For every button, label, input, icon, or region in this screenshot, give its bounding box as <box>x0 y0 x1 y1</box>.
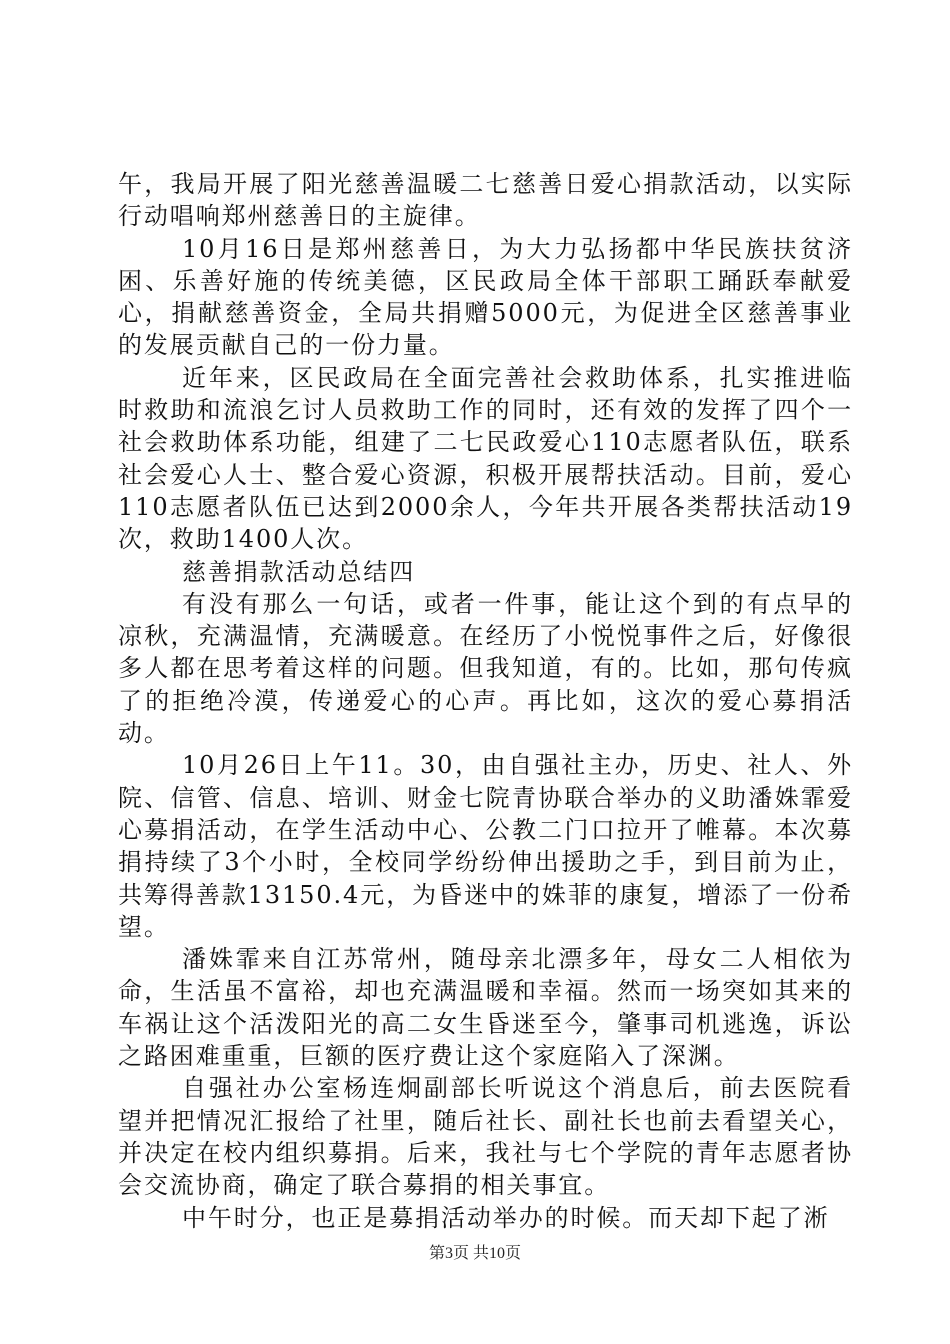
paragraph-5: 有没有那么一句话，或者一件事，能让这个到的有点早的凉秋，充满温情，充满暖意。在经历了小悦悦事件之后，好像很多人都在思考着这样的问题。但我知道，有的。比如，那句传疯了的拒绝冷漠，传递爱心的心声。再比如，这次的爱心募捐活动。 <box>118 589 853 748</box>
paragraph-7: 潘姝霏来自江苏常州，随母亲北漂多年，母女二人相依为命，生活虽不富裕，却也充满温暖和幸福。然而一场突如其来的车祸让这个活泼阳光的高二女生昏迷至今，肇事司机逃逸，诉讼之路困难重重，巨额的医疗费让这个家庭陷入了深渊。 <box>118 945 853 1071</box>
paragraph-8: 自强社办公室杨连炯副部长听说这个消息后，前去医院看望并把情况汇报给了社里，随后社长、副社长也前去看望关心，并决定在校内组织募捐。后来，我社与七个学院的青年志愿者协会交流协商，确定了联合募捐的相关事宜。 <box>118 1074 853 1200</box>
paragraph-1: 午，我局开展了阳光慈善温暖二七慈善日爱心捐款活动，以实际行动唱响郑州慈善日的主旋律。 <box>118 170 853 231</box>
paragraph-2: 10月16日是郑州慈善日，为大力弘扬都中华民族扶贫济困、乐善好施的传统美德，区民政局全体干部职工踊跃奉献爱心，捐献慈善资金，全局共捐赠5000元，为促进全区慈善事业的发展贡献自己的一份力量。 <box>118 234 853 360</box>
document-body <box>118 168 853 1234</box>
section-heading: 慈善捐款活动总结四 <box>182 557 416 586</box>
paragraph-3: 近年来，区民政局在全面完善社会救助体系，扎实推进临时救助和流浪乞讨人员救助工作的同时，还有效的发挥了四个一社会救助体系功能，组建了二七民政爱心110志愿者队伍，联系社会爱心人士、整合爱心资源，积极开展帮扶活动。目前，爱心110志愿者队伍已达到2000余人，今年共开展各类帮扶活动19次，救助1400人次。 <box>118 363 853 554</box>
paragraph-9: 中午时分，也正是募捐活动举办的时候。而天却下起了淅 <box>182 1203 830 1232</box>
paragraph-6: 10月26日上午11。30，由自强社主办，历史、社人、外院、信管、信息、培训、财金七院青协联合举办的义助潘姝霏爱心募捐活动，在学生活动中心、公教二门口拉开了帷幕。本次募捐持续了3个小时，全校同学纷纷伸出援助之手，到目前为止，共筹得善款13150.4元，为昏迷中的姝菲的康复，增添了一份希望。 <box>118 751 853 941</box>
page-number-footer: 第3页 共10页 <box>428 1245 521 1262</box>
